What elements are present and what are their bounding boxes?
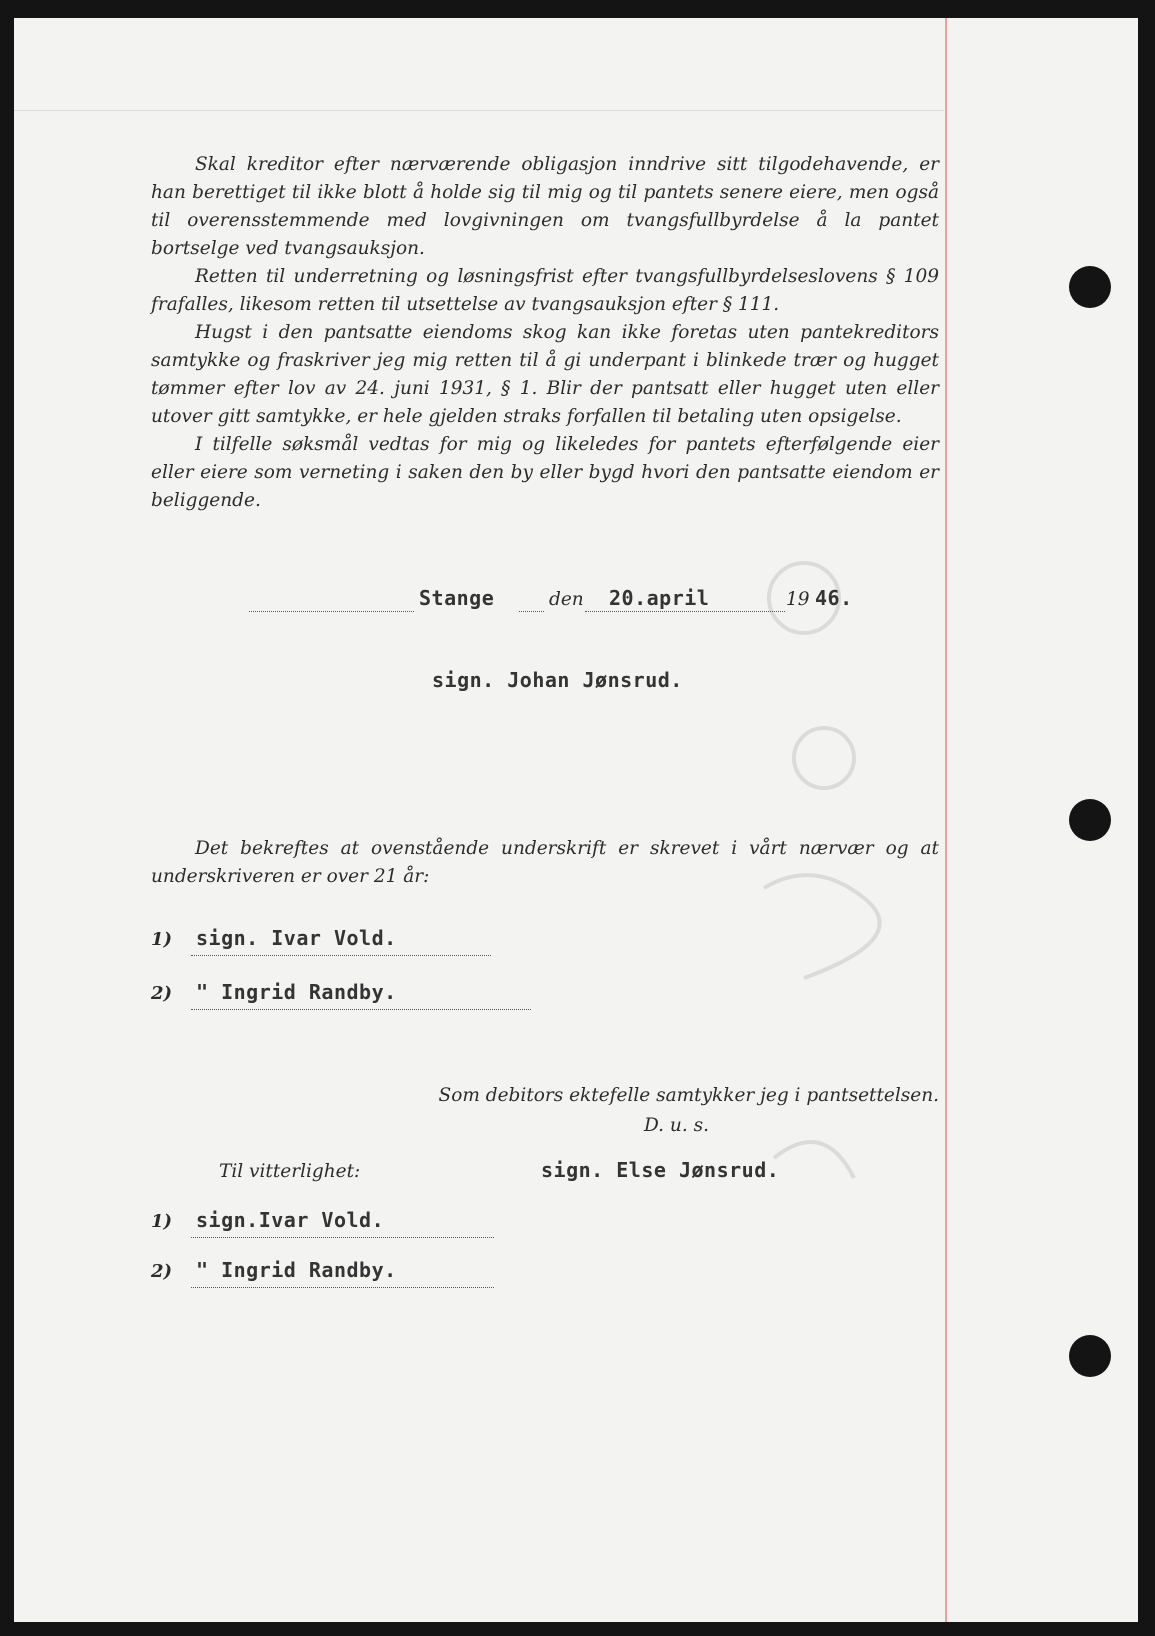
- date-dots-1: [249, 611, 414, 612]
- witness-row-2: [151, 980, 551, 1010]
- margin-line: [945, 18, 947, 1622]
- witness-dots: [191, 1009, 531, 1010]
- witness-name: sign. Ivar Vold.: [196, 926, 397, 950]
- bleed-through-shadow: [744, 558, 894, 1258]
- date-year-prefix: 19: [786, 589, 810, 610]
- spouse-signature: sign. Else Jønsrud.: [541, 1158, 780, 1182]
- witness-dots: [191, 1287, 494, 1288]
- vitterlighet-label: Til vitterlighet:: [219, 1161, 361, 1182]
- dus-abbreviation: D. u. s.: [644, 1115, 709, 1136]
- witness-name: " Ingrid Randby.: [196, 1258, 397, 1282]
- date-dots-2: [519, 611, 544, 612]
- spouse-consent: Som debitors ektefelle samtykker jeg i pantsettelsen.: [438, 1085, 939, 1106]
- witness-number: 2): [151, 983, 173, 1004]
- punch-hole-top: [1069, 266, 1111, 308]
- date-day-month: 20.april: [609, 586, 710, 610]
- date-place: Stange: [419, 586, 495, 610]
- date-line: [249, 586, 859, 614]
- terms-text: [151, 151, 939, 515]
- terms-paragraph-1: Skal kreditor efter nærværende obligasjon inndrive sitt tilgodehavende, er han berettiget til ikke blott å holde sig til mig og til pantets senere eiere, men også til overensstemmende med lovgivningen om tvangsfullbyrdelse å la pantet bortselge ved tvangsauksjon.: [151, 154, 939, 259]
- date-den-label: den: [549, 589, 584, 610]
- attestation-paragraph: Det bekreftes at ovenstående underskrift er skrevet i vårt nærvær og at underskriveren er over 21 år:: [151, 838, 939, 887]
- document-page: [14, 18, 1138, 1622]
- witness-row-3: [151, 1208, 511, 1238]
- punch-hole-middle: [1069, 799, 1111, 841]
- witness-row-1: [151, 926, 501, 956]
- witness-name: " Ingrid Randby.: [196, 980, 397, 1004]
- date-dots-3: [585, 611, 785, 612]
- witness-dots: [191, 955, 491, 956]
- witness-name: sign.Ivar Vold.: [196, 1208, 385, 1232]
- witness-number: 2): [151, 1261, 173, 1282]
- witness-number: 1): [151, 929, 173, 950]
- date-year-suffix: 46.: [815, 586, 853, 610]
- witness-dots: [191, 1237, 494, 1238]
- terms-paragraph-4: I tilfelle søksmål vedtas for mig og likeledes for pantets efterfølgende eier eller eiere som verneting i saken den by eller bygd hvori den pantsatte eiendom er beliggende.: [151, 434, 939, 511]
- debtor-signature: sign. Johan Jønsrud.: [432, 668, 683, 692]
- witness-number: 1): [151, 1211, 173, 1232]
- top-rule: [14, 110, 944, 111]
- attestation-text: [151, 835, 939, 891]
- terms-paragraph-2: Retten til underretning og løsningsfrist efter tvangsfullbyrdelseslovens § 109 frafalles, likesom retten til utsettelse av tvangsauksjon efter § 111.: [151, 266, 939, 315]
- terms-paragraph-3: Hugst i den pantsatte eiendoms skog kan ikke foretas uten pantekreditors samtykke og fraskriver jeg mig retten til å gi underpant i blinkede trær og hugget tømmer efter lov av 24. juni 1931, § 1. Blir der pantsatt eller hugget uten eller utover gitt samtykke, er hele gjelden straks forfallen til betaling uten opsigelse.: [151, 322, 939, 427]
- punch-hole-bottom: [1069, 1335, 1111, 1377]
- witness-row-4: [151, 1258, 511, 1288]
